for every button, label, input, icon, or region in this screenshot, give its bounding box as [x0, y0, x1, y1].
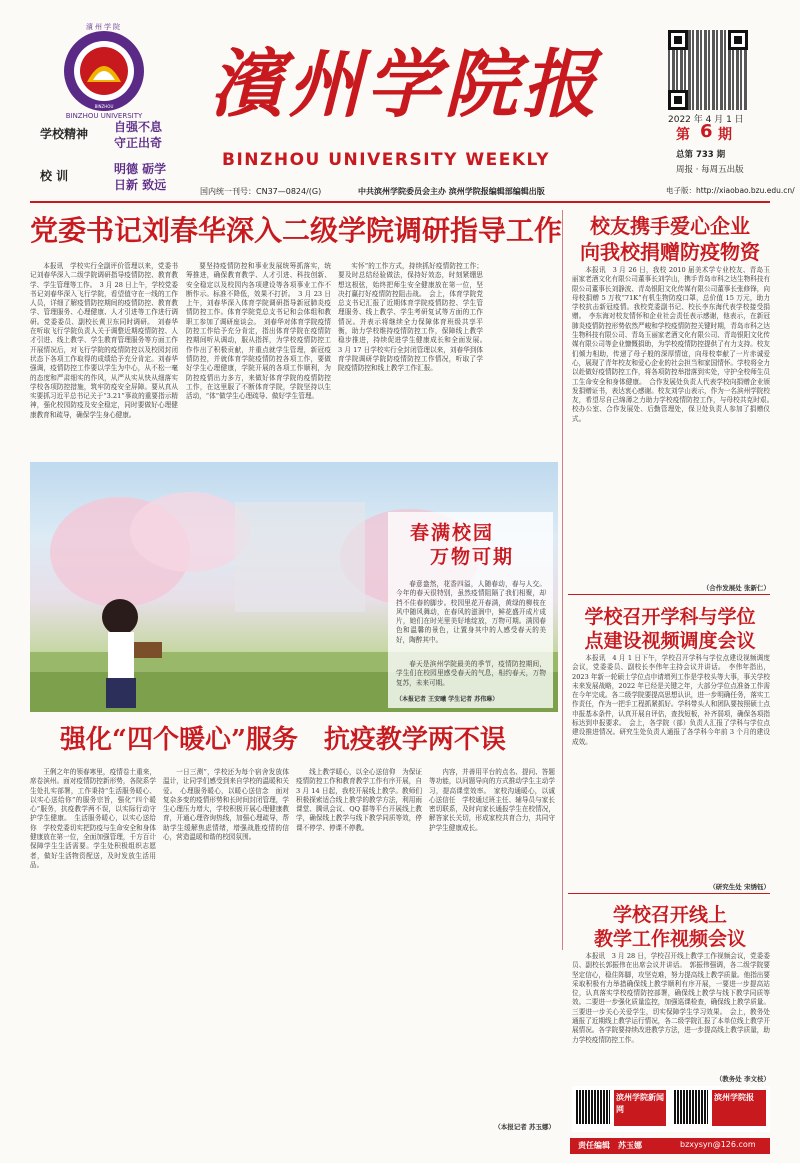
footer-editor-label: 责任编辑	[578, 1141, 610, 1150]
feature-caption	[396, 660, 546, 694]
feature-poem	[396, 580, 546, 660]
qr-code	[668, 30, 748, 110]
feature-title-2: 万物可期	[430, 546, 515, 568]
issue-date: 2022 年 4 月 1 日	[668, 115, 744, 125]
university-seal-icon	[63, 30, 145, 112]
school-motto-line-1: 明德 砺学	[114, 162, 167, 176]
feature-poem-text: 春意盎然，花香四溢，人随春动，春与人交。今年的春天很特别，虽然疫情阻隔了我们相聚，却挡不住春的脚步。校园里花开春满，黄绿的柳枝在风中随风舞动，在春风的滋润中，鲜花盛开成片成片，她们在时光里美好地绽放，万物可期。满园春色和温馨的景色，让置身其中的人感受春天的美好，陶醉其中。	[396, 580, 546, 644]
article4-byline: （教务处 李文枝）	[715, 1075, 770, 1083]
school-spirit-label: 学校精神	[40, 127, 89, 141]
university-logo	[63, 23, 145, 112]
article2-body-text: 本报讯 3 月 26 日，我校 2010 届美术学专业校友、青岛玉丽家老酒文化有限公司董事长刘学山，携手青岛市科之达生物科技有限公司董事长刘静波、青岛银阳文化传媒有限公司董事长张修锋，向母校捐赠 5 万枚“71K”有机生物防疫口罩，总价值 15 万元，助力学校抗击新冠疫情。我校党委副书记、校长李东海代表学校接受捐赠。 李东海对校友情怀和企业社会责任表示感谢，他表示，在新冠肺炎疫情防控形势依然严峻和学校疫情防控关键时期，青岛市科之达生物科技有限公司、青岛玉丽家老酒文化有限公司、青岛银阳文化传媒有限公司等企业慷慨捐助，为学校疫情防控提供了有力支持。校友们倾力相助，传递了母子般的深厚情谊，向母校奉献了一片赤诚爱心，展现了青年校友和爱心企业的社会担当和家国情怀。学校将全力以赴做好疫情防控工作，将各项防控举措落到实处，守护全校师生员工生命安全和身体健康。 合作发展处负责人代表学校向捐赠企业颁发捐赠证书，表达衷心感谢。校友刘学山表示，作为一名滨州学院校友，希望尽自己绵薄之力助力学校疫情防控工作，与母校共克时艰。 校办公室、合作发展处、后勤管理处，保卫处负责人参加了捐赠仪式。	[572, 266, 777, 423]
article1-column-3	[338, 262, 490, 462]
feature-caption-text: 春天是滨州学院最美的季节，疫情防控期间，学生们在校园里感受春天的气息，相约春天，万物复苏，未来可期。	[396, 660, 546, 687]
article5-column-1	[30, 768, 156, 1130]
article2-body	[572, 266, 777, 576]
article5-col2-text: 一日三测”，学校还为每个宿舍发放体温计，让同学们感受到来自学校的温暖和关爱。 心理服务暖心，以暖心送信念 面对复杂多变的疫情形势和长时间封闭管理，学生心理压力增大，学校积极开展心理健康教育，开通心理咨询热线，加强心理疏导，帮助学生缓解焦虑情绪，增强战胜疫情的信心，营造温暖和谐的校园氛围。	[163, 768, 289, 842]
university-name-en: BINZHOU UNIVERSITY	[65, 112, 143, 120]
article3-headline-1: 学校召开学科与学位	[584, 606, 756, 628]
article5-headline: 强化“四个暖心”服务 抗疫教学两不误	[60, 725, 506, 755]
article1-column-4	[490, 262, 570, 462]
footer-contact-email: bzxysyn@126.com	[680, 1140, 756, 1149]
article1-col1-text: 本报讯 学校实行全副评价管理以来，党委书记刘春华深入二级学院调研指导疫情防控、教育教学、学生管理等工作。 3 月 28 日上午，学校党委书记刘春华深入飞行学院，看望值守在一线的工作人员，详细了解疫情防控期间的疫情防控、教育教学、管理服务、心理健康、人才引进等工作进行调研。党委委员、副校长黄卫东同时调研。 刘春华在听取飞行学院负责人关于调整近期疫情防控、人才引进、线上教学、学生教育管理服务等方面工作开展情况后，对飞行学院的疫情防控以及校园封闭状态下各项工作取得的成绩给予充分肯定。刘春华强调，疫情防控工作要以学生为中心，从不松一毫的态度和严肃细实的作风，从严从实从快从细落实学校各项防控措施，筑牢防疫安全屏障。要从真从实要抓习近平总书记关于“3.21”事故的重要指示精神，强化校园防疫及安全稳定，同时要做好心理健康教育和疏导，确保学生身心健康。	[30, 262, 178, 419]
feature-title-1: 春满校园	[410, 522, 495, 544]
divider-article2	[568, 594, 770, 595]
article3-byline: （研究生处 宋绣钰）	[709, 883, 770, 891]
divider-article3	[568, 893, 770, 894]
masthead-rule	[30, 201, 770, 203]
newspaper-title-en: BINZHOU UNIVERSITY WEEKLY	[222, 150, 550, 170]
publication-frequency: 周报 · 每周五出版	[676, 165, 744, 175]
masthead	[0, 0, 800, 242]
article1-col3-text: 实怀”的工作方式，持续抓好疫情防控工作；要及时总结经验做法，保持好效态，时刻紧绷思想这根弦，始终把师生安全健康放在第一位，坚决打赢打好疫情防控阻击战。 会上，体育学院党总支书记汇报了近期体育学院疫情防控、学生管理服务、线上教学、学生考研复试等方面的工作情况。并表示将继续全力保障体育班级共享平衡，助力学校维持疫情防控工作，保障线上教学稳步推进，持续促进学生健康成长和全面发展。 3 月 17 日学校实行全封闭管理以来，刘春华到体育学院调研学院防疫情防控工作情况，听取了学院疫情防控和线上教学工作汇报。	[338, 262, 490, 373]
footer-editor-name: 苏玉娜	[618, 1141, 642, 1150]
footer-qr-2	[674, 1090, 708, 1124]
article1-headline: 党委书记刘春华深入二级学院调研指导工作	[30, 214, 563, 247]
article1-col2-text: 要坚持疫情防控和事业发展统筹抓落实，统筹推进，确保教育教学、人才引进、科技创新、安全稳定以及校园内各项建设等各项事业工作不断作示。标准不降低，效果不打折。 3 月 23 日上午，刘春华深入体育学院调研指导新冠肺炎疫情防控工作。体育学院党总支书记和会体组和教职工参加了调研座谈会。 刘春华对体育学院疫情防控工作给予充分肯定，指出体育学院在疫情防控期间听从调动，服从指挥，为学校疫情防控工作作出了积极贡献，并重点就学生管理，新冠疫情防控，并就体育学院疫情防控各项工作，要做好学生心理健康，学院开展的各项工作顺利，为防控疫情出力多方，来做好体育学院的疫情防控工作，在这里服了不断体育学院，学院坚持以生活动，“体”做学生心理疏导、做好学生管理。	[186, 262, 331, 401]
issue-number-suffix: 期	[718, 127, 732, 143]
school-spirit-line-1: 自强不息	[114, 120, 163, 134]
school-spirit-line-2: 守正出奇	[114, 136, 163, 150]
footer-qr-panel	[572, 1086, 770, 1132]
article4-body	[572, 952, 770, 1082]
footer-app-caption-1: 滨州学院新闻网	[614, 1090, 666, 1126]
svg-text:BINZHOU: BINZHOU	[94, 104, 114, 109]
article2-headline-1: 校友携手爱心企业	[590, 214, 750, 238]
logo-university-name: 濱州学院	[86, 23, 122, 31]
issue-number-label: 第	[676, 127, 690, 143]
divider-right-column	[562, 210, 563, 950]
article5-col1-text: 王俐之年的领春寒里，疫情卷土重来，席卷滨州。面对疫情防控新形势，各院系学生处扎实部署，工作秉持“生活服务暖心、以实心送给你”的服务宗旨，强化“四个暖心”服务，抗疫教学两不误，以实际行动守护学生健康。 生活服务暖心，以实心送给你 学校党委切实把防疫与生命安全和身体健康放在第一位，全面加强管理，千方百计保障学生生活需要。学生处积极组织志愿者，做好生活物资配送，及时发放生活用品。	[30, 768, 156, 869]
article5-column-2	[163, 768, 289, 1130]
article5-col4-text: 内容，并善用平台的点名、提问、答题等功能，以问题导向的方式推动学生主动学习，提高课堂效率。 家校沟通暖心，以诚心送信任 学校通过班主任、辅导员与家长密切联系，及时向家长通报学生在校情况，解答家长关切，形成家校共育合力，共同守护学生健康成长。	[429, 768, 555, 832]
issue-number: 6	[700, 121, 713, 142]
newspaper-title: 濱州学院报	[210, 42, 600, 128]
footer-app-caption-2: 滨州学院报	[712, 1090, 766, 1126]
article4-body-text: 本报讯 3 月 28 日，学校召开线上教学工作视频会议，党委委员、副校长郭振伟在出席会议并讲话。 郭振伟强调，各二级学院要坚定信心，稳住阵脚，攻坚克难，努力提高线上教学质量。他指出要采取积极有力举措确保线上教学顺利有序开展，一要进一步提高站位，认真落实学校疫情防控部署，确保线上教学与线下教学同质等效。二要进一步强化质量监控，加强巡课检查，确保线上教学质量。三要进一步关心关爱学生，切实保障学生学习效果。 会上，教务处通报了近期线上教学运行情况，各二级学院汇报了本单位线上教学开展情况。各学院要持续改进教学方法，进一步提高线上教学质量，助力学校疫情防控工作。	[572, 952, 770, 1044]
sponsor-line: 中共滨州学院委员会主办 滨州学院报编辑部编辑出版	[358, 187, 545, 196]
article3-body	[572, 654, 770, 892]
article4-headline-1: 学校召开线上	[612, 904, 727, 926]
article3-body-text: 本报讯 4 月 1 日下午，学校召开学科与学位点建设视频调度会议，党委委员、副校长李伟年主持会议并讲话。 李伟年指出，2023 年新一轮硕士学位点申请增列工作是学校头等大事，事关学校未来发展战略，2022 年已经是关键之年，大部分学位点准备工作需在今年完成。各二级学院要提高思想认识，进一步明确任务，落实工作责任，作为一把手工程抓紧抓好。学科带头人和团队要按照硕士点申报基本条件，认真开展自评估，查找短板，补齐弱项，确保各项指标达到申报要求。 会上，各学院（部）负责人汇报了学科与学位点建设推进情况。研究生处负责人通报了各学科今年前 3 个月的建设成效。	[572, 654, 770, 746]
article5-column-4	[429, 768, 555, 1118]
issn-line: 国内统一刊号：CN37—0824/(G)	[200, 187, 322, 196]
school-motto-line-2: 日新 致远	[114, 178, 167, 192]
article2-headline-2: 向我校捐赠防疫物资	[580, 240, 760, 264]
feature-byline: （本报记者 王安曦 学生记者 苏伟琳）	[396, 696, 499, 703]
footer-qr-1	[576, 1090, 610, 1124]
article3-headline-2: 点建设视频调度会议	[584, 630, 756, 652]
article5-column-3	[296, 768, 422, 1130]
article4-headline-2: 教学工作视频会议	[593, 928, 746, 950]
school-motto-label: 校 训	[40, 169, 69, 183]
total-issue: 总第 733 期	[676, 150, 726, 160]
article5-byline: （本报记者 苏玉娜）	[494, 1123, 555, 1131]
electronic-edition-url: 电子版：http://xiaobao.bzu.edu.cn/	[666, 186, 795, 195]
article5-col3-text: 线上教学暖心，以全心送信仰 为保证疫情防控工作和教育教学工作有序开展，自 3 月 14 日起，我校开展线上教学。教师们积极探索适合线上教学的教学方法，利用雨课堂、腾讯会议、QQ 群等平台开展线上教学，确保线上教学与线下教学同质等效，停课不停学、停课不停教。	[296, 768, 422, 832]
article2-byline: （合作发展处 张新仁）	[702, 584, 770, 592]
